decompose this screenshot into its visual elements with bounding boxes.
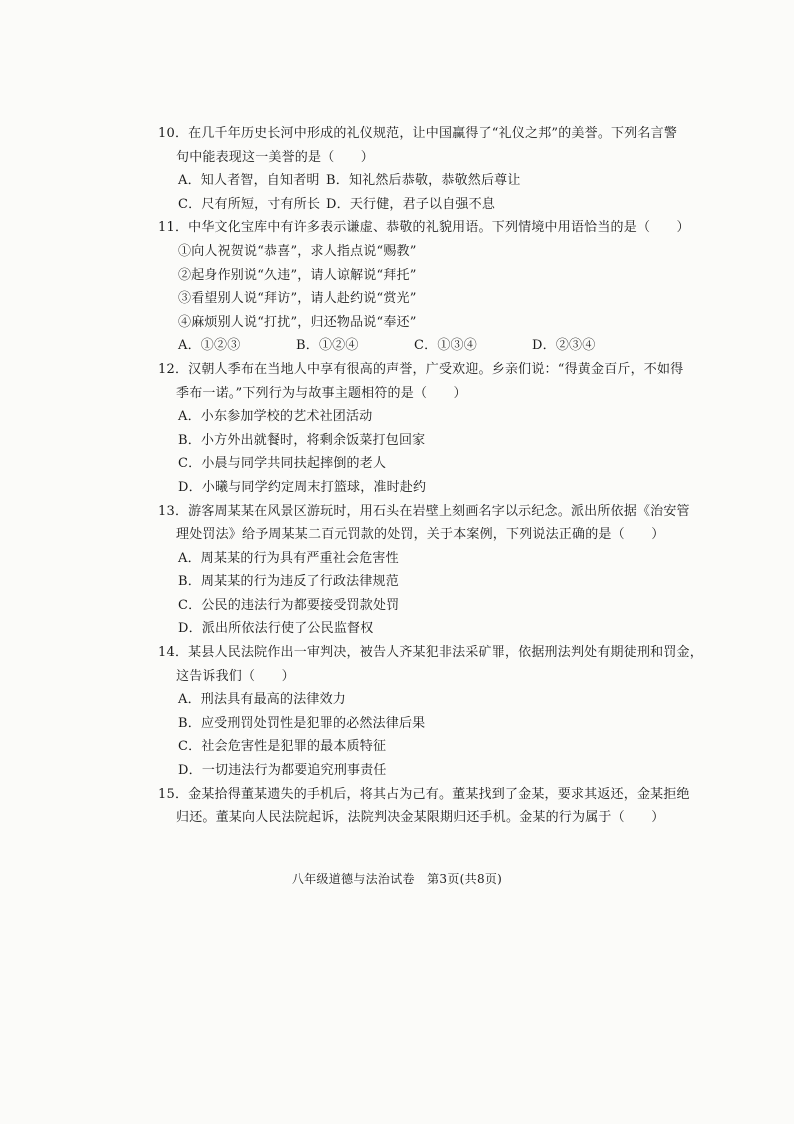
option-a: A．①②③ (178, 338, 241, 354)
option-c: C．①③④ (414, 338, 477, 354)
question-stem-line: 10．在几千年历史长河中形成的礼仪规范，让中国赢得了“礼仪之邦”的美誉。下列名言警 (158, 126, 678, 141)
option-d: D．②③④ (532, 338, 596, 354)
option-d: D．一切违法行为都要追究刑事责任 (178, 763, 387, 779)
question-stem-line: 季布一诺。”下列行为与故事主题相符的是（ ） (176, 385, 467, 401)
statement-item: ②起身作别说“久违”，请人谅解说“拜托” (178, 267, 417, 283)
statement-item: ③看望别人说“拜访”，请人赴约说“赏光” (178, 291, 417, 307)
option-c: C．社会危害性是犯罪的最本质特征 (178, 739, 387, 755)
question-stem-line: 13．游客周某某在风景区游玩时，用石头在岩壁上刻画名字以示纪念。派出所依据《治安管 (158, 503, 690, 519)
option-d: D．派出所依法行使了公民监督权 (178, 621, 374, 637)
question-15 (158, 783, 690, 830)
option-a: A．周某某的行为具有严重社会危害性 (178, 550, 399, 566)
statement-item: ④麻烦别人说“打扰”，归还物品说“奉还” (178, 314, 417, 330)
question-stem-line: 14．某县人民法院作出一审判决，被告人齐某犯非法采矿罪，依据刑法判处有期徒刑和罚金， (158, 645, 703, 661)
question-stem-line: 归还。董某向人民法院起诉，法院判决金某限期归还手机。金某的行为属于（ ） (176, 810, 665, 826)
question-stem-line: 11．中华文化宝库中有许多表示谦虚、恭敬的礼貌用语。下列情境中用语恰当的是（ ） (158, 220, 690, 236)
option-b: B．周某某的行为违反了行政法律规范 (178, 574, 399, 590)
option-c: C．公民的违法行为都要接受罚款处罚 (178, 597, 400, 613)
option-a: A．刑法具有最高的法律效力 (178, 692, 346, 708)
option-row (158, 193, 668, 217)
option-b: B．①②④ (296, 338, 359, 354)
option-a: A．小东参加学校的艺术社团活动 (178, 409, 373, 425)
question-list (158, 122, 703, 830)
option-d: D．天行健，君子以自强不息 (326, 196, 496, 212)
option-b: B．小方外出就餐时，将剩余饭菜打包回家 (178, 432, 426, 448)
option-row (158, 169, 668, 193)
question-stem-line: 12．汉朝人季布在当地人中享有很高的声誉，广受欢迎。乡亲们说：“得黄金百斤，不如得 (158, 361, 684, 377)
option-c: C．尺有所短，寸有所长 (178, 196, 321, 212)
question-14 (158, 641, 703, 783)
option-c: C．小晨与同学共同扶起摔倒的老人 (178, 456, 387, 472)
question-stem-line: 句中能表现这一美誉的是（ ） (176, 149, 375, 165)
option-d: D．小曦与同学约定周末打篮球，准时赴约 (178, 479, 427, 495)
question-stem-line: 15．金某拾得董某遗失的手机后，将其占为己有。董某找到了金某，要求其返还，金某拒绝 (158, 786, 690, 802)
option-b: B．知礼然后恭敬，恭敬然后尊让 (326, 173, 521, 189)
statement-item: ①向人祝贺说“恭喜”，求人指点说“赐教” (178, 243, 417, 259)
option-b: B．应受刑罚处罚性是犯罪的必然法律后果 (178, 715, 426, 731)
question-10 (158, 122, 678, 216)
page-footer: 八年级道德与法治试卷 第3页(共8页) (291, 872, 503, 886)
question-11 (158, 216, 690, 358)
question-13 (158, 500, 690, 642)
option-a: A．知人者智，自知者明 (178, 173, 320, 189)
question-12 (158, 358, 684, 500)
question-stem-line: 理处罚法》给予周某某二百元罚款的处罚，关于本案例，下列说法正确的是（ ） (176, 527, 665, 543)
question-stem-line: 这告诉我们（ ） (176, 668, 295, 684)
option-row (158, 334, 668, 358)
